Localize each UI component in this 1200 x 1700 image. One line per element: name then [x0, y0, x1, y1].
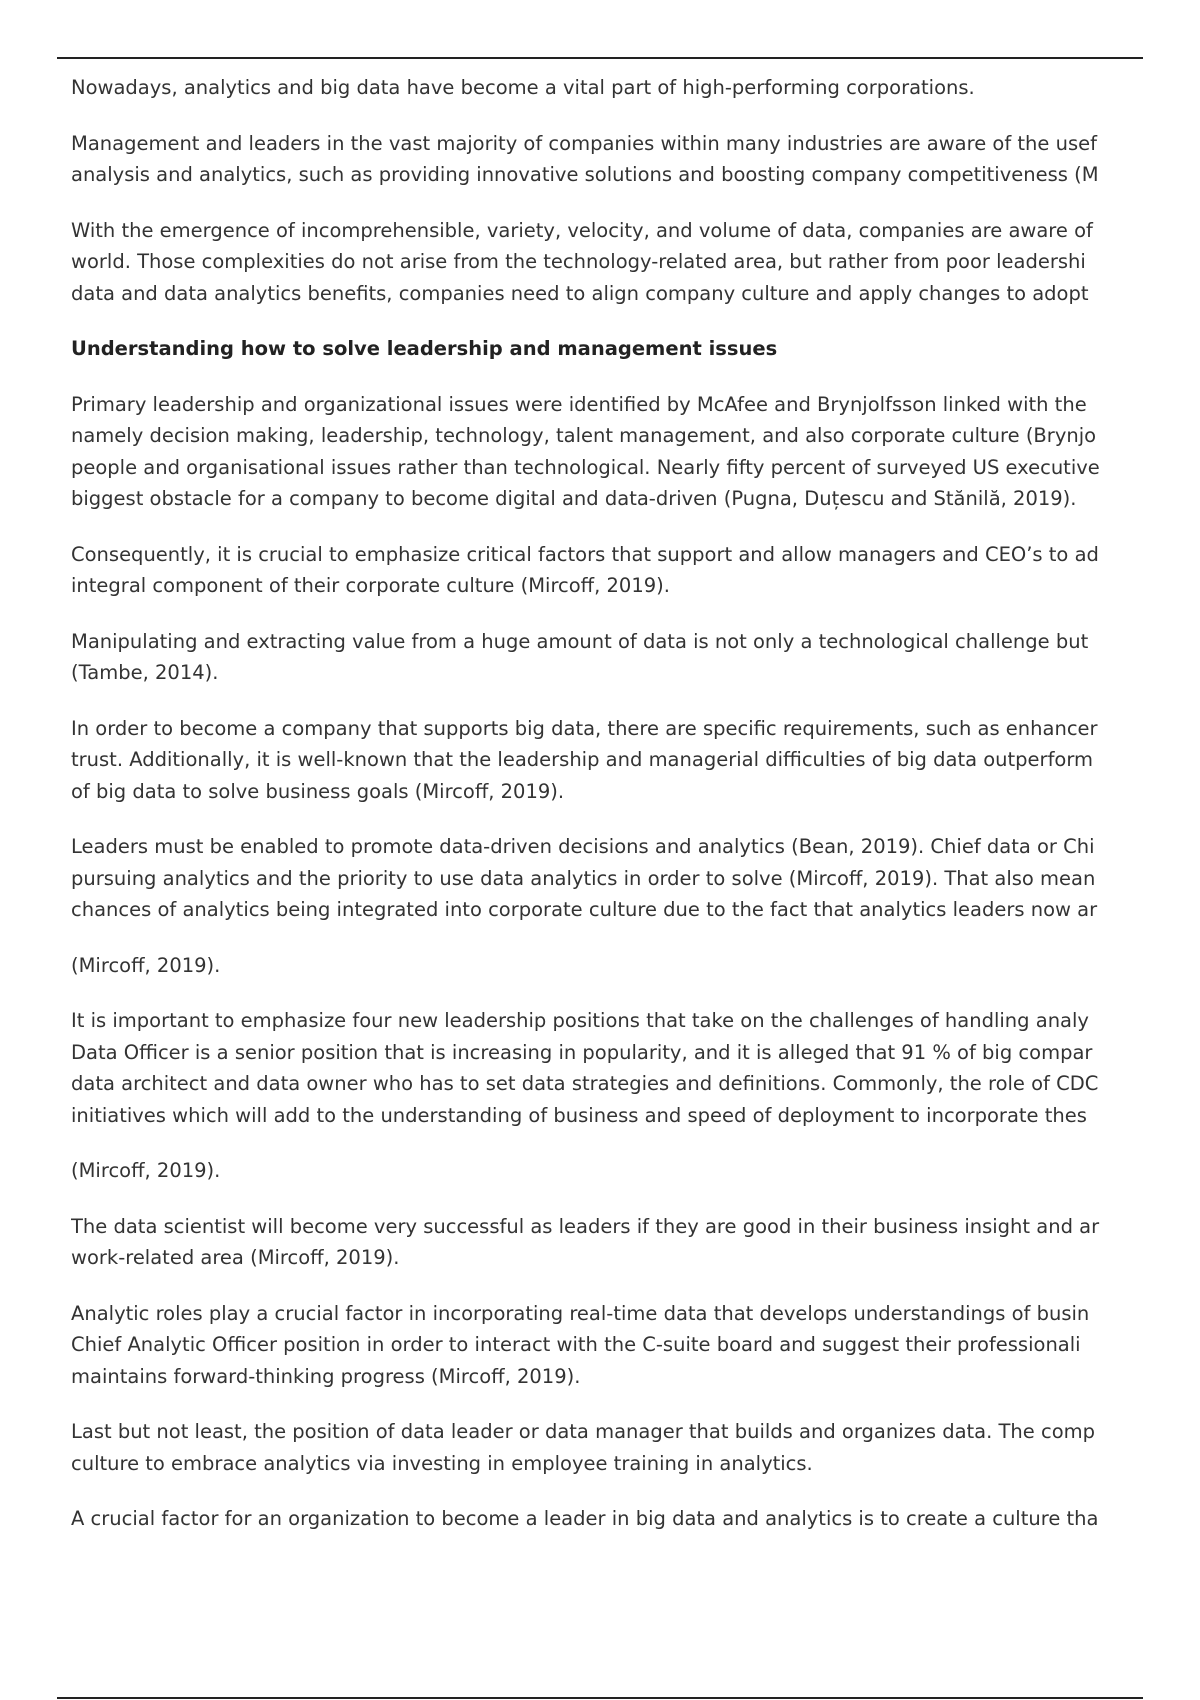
paragraph: [71, 713, 1178, 808]
paragraph-line: (Mircoff, 2019).: [71, 953, 221, 977]
paragraph-line: chances of analytics being integrated into corporate culture due to the fact that analytics leaders now ar: [71, 898, 1098, 921]
paragraph: [71, 626, 1178, 689]
paragraph: [71, 1298, 1178, 1393]
paragraph-line: (Tambe, 2014).: [71, 661, 219, 684]
paragraph: [71, 1416, 1178, 1479]
document-body: [71, 72, 1178, 1546]
paragraph-line: Consequently, it is crucial to emphasize critical factors that support and allow managers and CEO’s to ad: [71, 542, 1099, 566]
paragraph-line: Analytic roles play a crucial factor in incorporating real-time data that develops understandings of busin: [71, 1301, 1090, 1325]
main-section: [71, 389, 1178, 1535]
top-rule: [57, 57, 1143, 59]
paragraph-line: The data scientist will become very successful as leaders if they are good in their business insight and ar: [71, 1214, 1100, 1238]
paragraph-line: Primary leadership and organizational issues were identified by McAfee and Brynjolfsson linked with the: [71, 392, 1087, 416]
paragraph: [71, 72, 1178, 104]
paragraph-line: maintains forward-thinking progress (Mircoff, 2019).: [71, 1364, 581, 1388]
paragraph-line: data and data analytics benefits, companies need to align company culture and apply changes to adopt: [71, 281, 1089, 305]
paragraph: [71, 1155, 1178, 1187]
paragraph-line: work-related area (Mircoff, 2019).: [71, 1246, 400, 1269]
paragraph: [71, 389, 1178, 515]
paragraph-line: Chief Analytic Officer position in order to interact with the C-suite board and suggest their professionali: [71, 1333, 1081, 1356]
paragraph-line: namely decision making, leadership, technology, talent management, and also corporate culture (Brynjo: [71, 424, 1097, 447]
paragraph-line: Data Officer is a senior position that is increasing in popularity, and it is alleged that 91 % of big compar: [71, 1040, 1093, 1064]
paragraph-line: trust. Additionally, it is well-known that the leadership and managerial difficulties of big data outperform: [71, 748, 1094, 771]
paragraph-line: integral component of their corporate culture (Mircoff, 2019).: [71, 574, 670, 597]
paragraph-line: Leaders must be enabled to promote data-driven decisions and analytics (Bean, 2019). Chief data or Chi: [71, 835, 1095, 858]
paragraph-line: people and organisational issues rather than technological. Nearly fifty percent of surveyed US executive: [71, 455, 1100, 479]
paragraph-line: initiatives which will add to the understanding of business and speed of deployment to incorporate thes: [71, 1103, 1087, 1127]
paragraph: [71, 1211, 1178, 1274]
paragraph-line: world. Those complexities do not arise from the technology-related area, but rather from poor leadershi: [71, 250, 1086, 273]
paragraph-line: It is important to emphasize four new leadership positions that take on the challenges of handling analy: [71, 1009, 1089, 1032]
paragraph: [71, 1503, 1178, 1535]
paragraph-line: (Mircoff, 2019).: [71, 1159, 221, 1182]
paragraph-line: With the emergence of incomprehensible, variety, velocity, and volume of data, companies are aware of: [71, 218, 1093, 242]
paragraph: [71, 215, 1178, 310]
paragraph-line: Manipulating and extracting value from a huge amount of data is not only a technological challenge but: [71, 629, 1089, 653]
paragraph: [71, 1005, 1178, 1131]
paragraph-line: Management and leaders in the vast majority of companies within many industries are aware of the usef: [71, 131, 1097, 155]
paragraph: [71, 539, 1178, 602]
paragraph-line: biggest obstacle for a company to become digital and data-driven (Pugna, Duțescu and Stănilă, 2019).: [71, 487, 1077, 510]
paragraph-line: of big data to solve business goals (Mircoff, 2019).: [71, 779, 565, 803]
paragraph-line: data architect and data owner who has to set data strategies and definitions. Commonly, the role of CDC: [71, 1072, 1099, 1095]
paragraph: [71, 950, 1178, 982]
paragraph-line: In order to become a company that supports big data, there are specific requirements, such as enhancer: [71, 716, 1098, 740]
paragraph: [71, 831, 1178, 926]
section-heading: Understanding how to solve leadership and management issues: [71, 337, 778, 360]
paragraph-line: analysis and analytics, such as providing innovative solutions and boosting company competitiveness (M: [71, 163, 1099, 186]
paragraph-line: Nowadays, analytics and big data have become a vital part of high-performing corporations.: [71, 76, 975, 99]
paragraph-line: pursuing analytics and the priority to use data analytics in order to solve (Mircoff, 2019). That also mean: [71, 866, 1096, 890]
paragraph-line: culture to embrace analytics via investing in employee training in analytics.: [71, 1451, 813, 1475]
paragraph-line: A crucial factor for an organization to become a leader in big data and analytics is to create a culture tha: [71, 1507, 1099, 1530]
paragraph-line: Last but not least, the position of data leader or data manager that builds and organizes data. The comp: [71, 1420, 1096, 1443]
bottom-rule: [57, 1697, 1143, 1699]
paragraph: [71, 128, 1178, 191]
intro-section: [71, 72, 1178, 309]
